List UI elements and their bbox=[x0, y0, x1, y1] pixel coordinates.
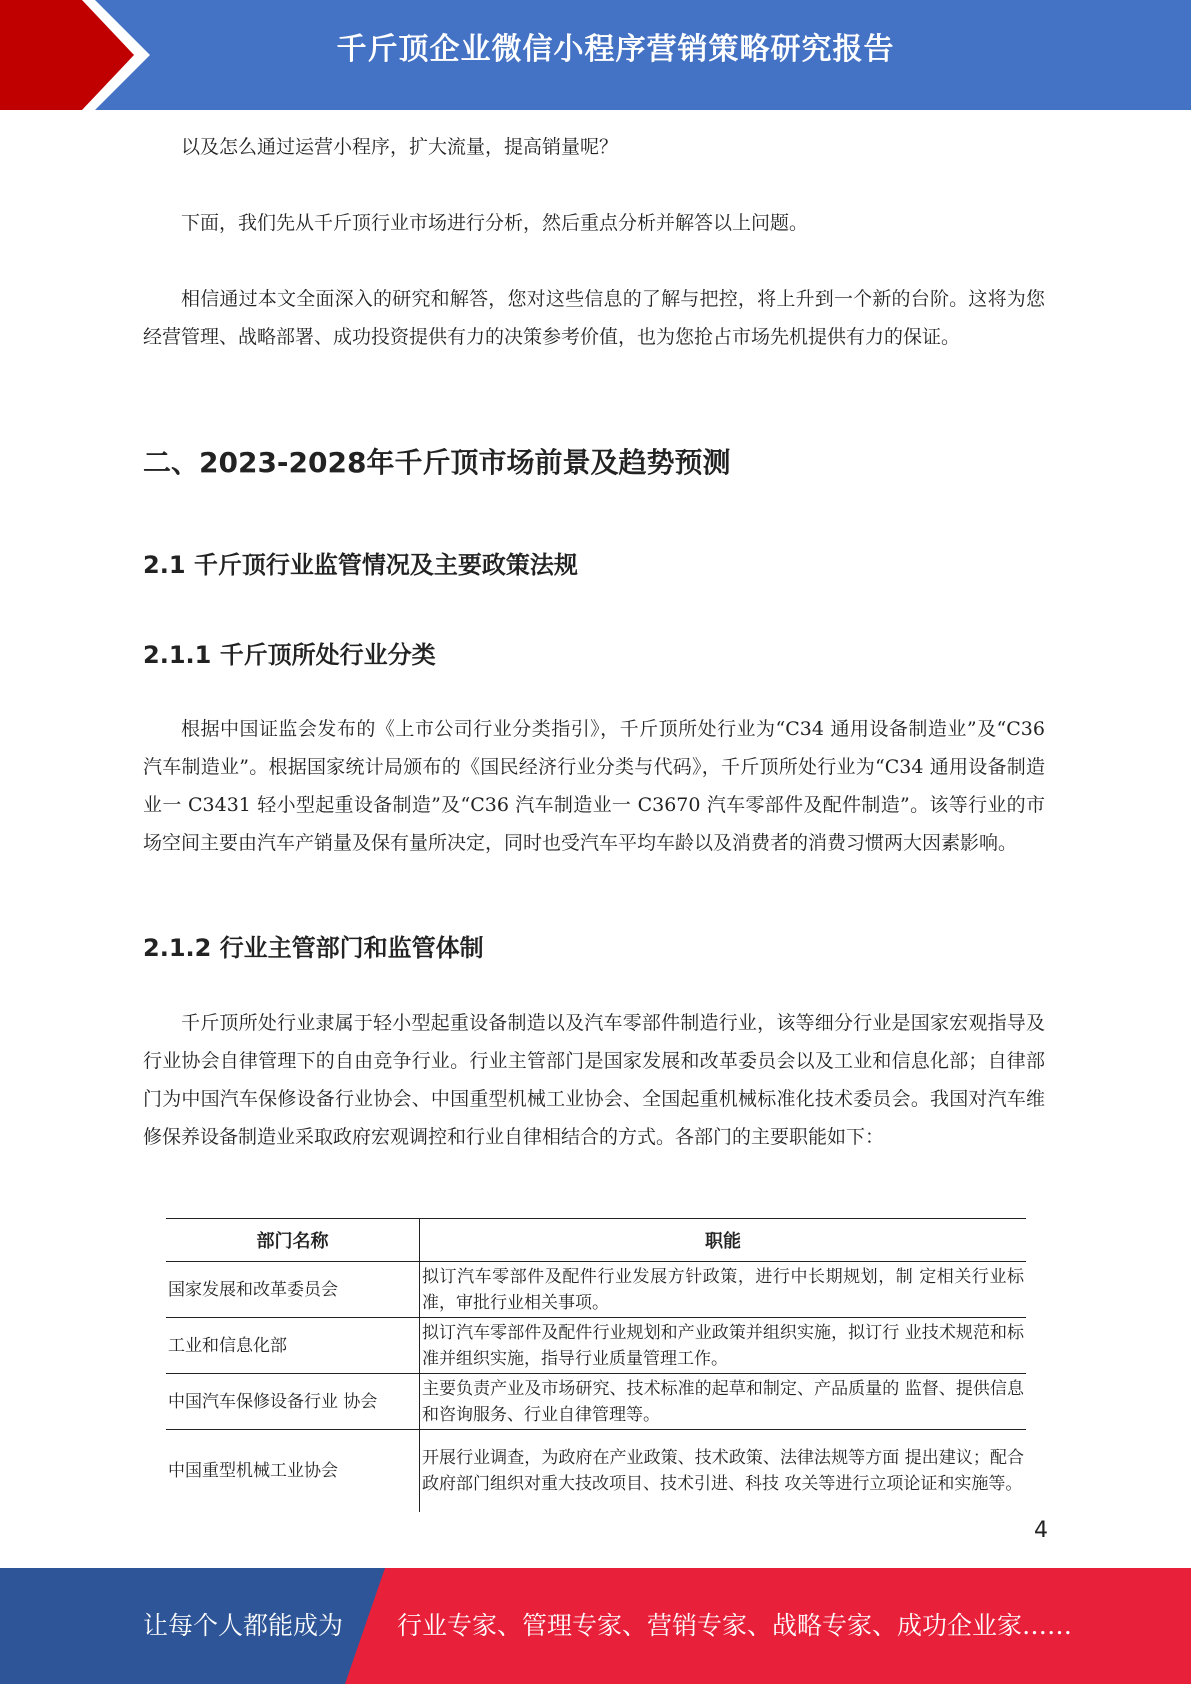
intro-paragraph-3: 相信通过本文全面深入的研究和解答，您对这些信息的了解与把控，将上升到一个新的台阶。这将为您经营管理、战略部署、成功投资提供有力的决策参考价值，也为您抢占市场先机提供有力的保证。 bbox=[143, 288, 1045, 348]
table-cell-department: 国家发展和改革委员会 bbox=[166, 1262, 420, 1318]
table-row bbox=[166, 1318, 1026, 1374]
header-arrow-decoration bbox=[0, 0, 160, 110]
table-row bbox=[166, 1374, 1026, 1430]
table-header-department: 部门名称 bbox=[166, 1219, 420, 1262]
subsection-title: 2.1 千斤顶行业监管情况及主要政策法规 bbox=[143, 551, 578, 579]
table-cell-duty: 拟订汽车零部件及配件行业规划和产业政策并组织实施，拟订行 业技术规范和标准并组织实施，指导行业质量管理工作。 bbox=[420, 1318, 1027, 1374]
table-header-row bbox=[166, 1219, 1026, 1262]
table-cell-department: 中国汽车保修设备行业 协会 bbox=[166, 1374, 420, 1430]
footer-slogan-right: 行业专家、管理专家、营销专家、战略专家、成功企业家…… bbox=[397, 1611, 1073, 1640]
sub-2-title: 2.1.2 行业主管部门和监管体制 bbox=[143, 934, 484, 962]
page-number: 4 bbox=[1034, 1518, 1048, 1543]
sub-2-paragraph: 千斤顶所处行业隶属于轻小型起重设备制造以及汽车零部件制造行业，该等细分行业是国家宏观指导及行业协会自律管理下的自由竞争行业。行业主管部门是国家发展和改革委员会以及工业和信息化部；自律部门为中国汽车保修设备行业协会、中国重型机械工业协会、全国起重机械标准化技术委员会。我国对汽车维修保养设备制造业采取政府宏观调控和行业自律相结合的方式。各部门的主要职能如下： bbox=[143, 1012, 1045, 1148]
department-table bbox=[166, 1218, 1026, 1512]
sub-1-title: 2.1.1 千斤顶所处行业分类 bbox=[143, 641, 436, 669]
table-row bbox=[166, 1430, 1026, 1513]
page-footer bbox=[0, 1568, 1191, 1684]
table-cell-duty: 拟订汽车零部件及配件行业发展方针政策，进行中长期规划，制 定相关行业标准，审批行业相关事项。 bbox=[420, 1262, 1027, 1318]
header-title: 千斤顶企业微信小程序营销策略研究报告 bbox=[336, 32, 895, 67]
intro-paragraph-1: 以及怎么通过运营小程序，扩大流量，提高销量呢？ bbox=[181, 136, 619, 158]
table-cell-department: 工业和信息化部 bbox=[166, 1318, 420, 1374]
section-title: 二、2023-2028年千斤顶市场前景及趋势预测 bbox=[143, 446, 731, 479]
footer-slogan-left: 让每个人都能成为 bbox=[143, 1611, 344, 1640]
table-header-duty: 职能 bbox=[420, 1219, 1027, 1262]
table-row bbox=[166, 1262, 1026, 1318]
sub-1-paragraph: 根据中国证监会发布的《上市公司行业分类指引》，千斤顶所处行业为“C34 通用设备制造业”及“C36 汽车制造业”。根据国家统计局颁布的《国民经济行业分类与代码》，千斤顶所处行业为“C34 通用设备制造业一 C3431 轻小型起重设备制造”及“C36 汽车制造业一 C3670 汽车零部件及配件制造”。该等行业的市场空间主要由汽车产销量及保有量所决定，同时也受汽车平均车龄以及消费者的消费习惯两大因素影响。 bbox=[143, 718, 1045, 854]
page-header bbox=[0, 0, 1191, 110]
intro-paragraph-2: 下面，我们先从千斤顶行业市场进行分析，然后重点分析并解答以上问题。 bbox=[181, 212, 809, 234]
table-cell-duty: 开展行业调查，为政府在产业政策、技术政策、法律法规等方面 提出建议；配合政府部门组织对重大技改项目、技术引进、科技 攻关等进行立项论证和实施等。 bbox=[422, 1448, 1024, 1494]
table-cell-department: 中国重型机械工业协会 bbox=[166, 1430, 420, 1513]
table-cell-duty: 主要负责产业及市场研究、技术标准的起草和制定、产品质量的 监督、提供信息和咨询服务、行业自律管理等。 bbox=[420, 1374, 1027, 1430]
